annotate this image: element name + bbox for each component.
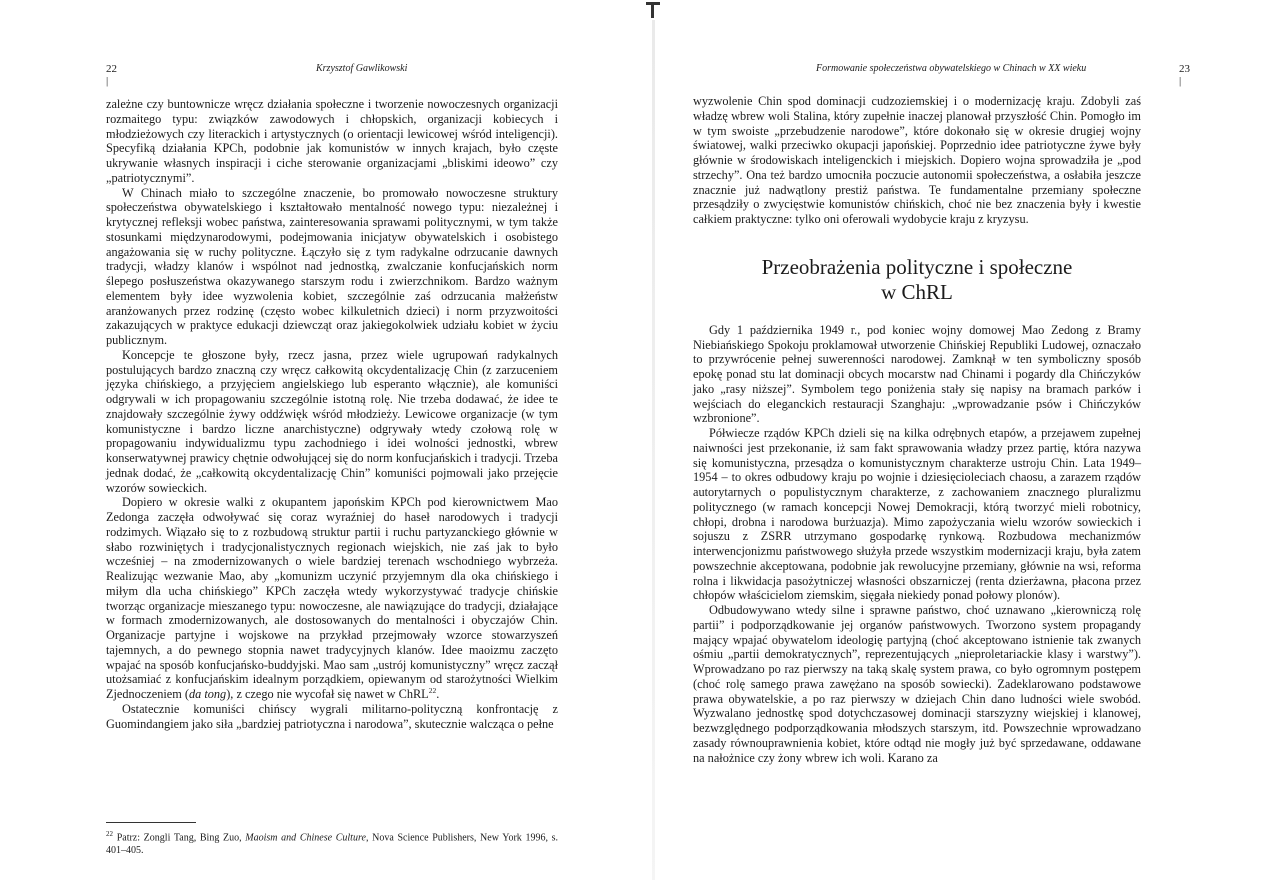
paragraph: Ostatecznie komuniści chińscy wygrali militarno-polityczną konfrontację z Guomindangiem jako siła „bardziej patriotyczna i narodowa”, skutecznie walcząca o pełne: [106, 701, 558, 731]
paragraph: Odbudowywano wtedy silne i sprawne państwo, choć uznawano „kierowniczą rolę partii” i podporządkowanie jej organów państwowych. Tworzono system propagandy mający wpajać obywatelom ideologię partyjną (choć akceptowano istnienie tak zwanych ośmiu „partii demokratycznych”, reprezentujących „nieproletariackie klasy i warstwy”). Wprowadzano po raz pierwszy na taką skalę system prawa, co było ogromnym postępem (choć rolę samego prawa zawężano na sposób sowiecki). Zadeklarowano podstawowe prawa obywatelskie, a po raz pierwszy w dziejach Chin dano ludności wiele swobód. Wyzwalano jednostkę spod dotychczasowej dominacji starszyzny wiejskiej i klanowej, bezwzględnego podporządkowania młodszych starszym, itd. Powszechnie wprowadzano zasady równouprawnienia kobiet, które odtąd nie mogły już być sprzedawane, oddawane na nałożnice czy żony wbrew ich woli. Karano za: [693, 603, 1141, 765]
footnote-text: Patrz: Zongli Tang, Bing Zuo,: [116, 832, 246, 844]
right-page-body: [693, 94, 1141, 765]
paragraph: Gdy 1 października 1949 r., pod koniec wojny domowej Mao Zedong z Bramy Niebiańskiego Spokoju proklamował utworzenie Chińskiej Republiki Ludowej, oznaczało to przywrócenie pełnej suwerenności narodowej. Zamknął w ten symboliczny sposób epokę ponad stu lat dominacji obcych mocarstw nad Chinami i pogardy dla Chińczyków jako „rasy niższej”. Symbolem tego poniżenia stały się napisy na bramach parków i wejściach do eleganckich restauracji Szanghaju: „wprowadzanie psów i Chińczyków wzbronione”.: [693, 322, 1141, 426]
italic-term: da tong: [188, 687, 227, 701]
right-page-number: 23 |: [1179, 63, 1190, 87]
footnote-book-title: Maoism and Chinese Culture: [245, 832, 366, 844]
paragraph-with-footnote: Dopiero w okresie walki z okupantem japońskim KPCh pod kierownictwem Mao Zedonga zaczęła odwoływać się coraz wyraźniej do haseł narodowych i tradycji rodzimych. Wiązało się to z rozbudową struktur partii i ruchu partyzanckiego głównie w słabo rozwiniętych i tradycjonalistycznych regionach wiejskich, nie zaś jak to było wcześniej – na zmodernizowanych o wiele bardziej terenach wschodniego wybrzeża. Realizując wezwanie Mao, aby „komunizm uczynić przyjemnym dla oka chińskiego i miłym dla ucha chińskiego” KPCh zaczęła wtedy wykorzystywać tradycje chińskie tworząc organizacje mieszanego typu: nowoczesne, ale nawiązujące do tradycji, działające w formach zmodernizowanych, ale dostosowanych do mentalności i obyczajów Chin. Organizacje partyjne i wojskowe na przykład przejmowały wzorce stowarzyszeń tajemnych, a do pewnego stopnia nawet tradycyjnych klanów. Idee maoizmu zaczęto wpajać na sposób konfucjańsko-buddyjski. Mao sam „ustrój komunistyczny” wręcz zaczął utożsamiać z konfucjańskim idealnym porządkiem, opiewanym od starożytności Wielkim Zjednoczeniem (da tong), z czego nie wycofał się nawet w ChRL$^{22}$.: [106, 495, 558, 701]
paragraph: Półwiecze rządów KPCh dzieli się na kilka odrębnych etapów, a przejawem zupełnej naiwności jest przekonanie, iż sam fakt sprawowania władzy przez partię, która nazywa się komunistyczna, przesądza o komunistycznym charakterze ustroju Chin. Lata 1949–1954 – to okres odbudowy kraju po wojnie i dziesięcioleciach chaosu, a zarazem rządów autorytarnych o populistycznym charakterze, z zachowaniem znacznego pluralizmu politycznego (w ramach koncepcji Nowej Demokracji, którą tworzyć mieli robotnicy, chłopi, drobna i narodowa burżuazja). Mimo zapożyczania wielu wzorów sowieckich i sojuszu z ZSRR utrzymano gospodarkę rynkową. Rozbudowa mechanizmów interwencjonizmu państwowego służyła przede wszystkim modernizacji kraju, była zatem powszechnie akceptowana, podobnie jak rewolucyjne przemiany, głównie na wsi, reforma rolna i likwidacja pasożytniczej własności obszarniczej (renta dzierżawna, płacona przez chłopów właścicielom ziemskim, sięgała niekiedy ponad połowy plonów).: [693, 426, 1141, 603]
left-page-number: 22 |: [106, 63, 117, 87]
paragraph: zależne czy buntownicze wręcz działania społeczne i tworzenie nowoczesnych organizacji rozmaitego typu: związków zawodowych i chłopskich, organizacji kobiecych i młodzieżowych czy literackich i artystycznych (o orientacji lewicowej wśród inteligencji). Specyfiką działania KPCh, podobnie jak komunistów w innych krajach, było częste ukrywanie własnych inspiracji i ciche sterowanie organizacjami „bliskimi ideowo” czy „patriotycznymi”.: [106, 97, 558, 185]
right-page: [631, 0, 1262, 894]
footnote: [106, 828, 558, 857]
section-heading: [693, 255, 1141, 305]
section-heading-line-1: Przeobrażenia polityczne i społeczne: [761, 254, 1073, 279]
footnote-separator: [106, 822, 196, 823]
left-page-body: [106, 97, 558, 731]
footnote-text-tail: , Nova Science Publishers, New York 1996, s. 401–405.: [106, 832, 559, 856]
paragraph-text: Dopiero w okresie walki z okupantem japońskim KPCh pod kierownictwem Mao Zedonga zaczęła odwoływać się coraz wyraźniej do haseł narodowych i tradycji rodzimych. Wiązało się to z rozbudową struktur partii i ruchu partyzanckiego głównie w słabo rozwiniętych i tradycjonalistycznych regionach wiejskich, nie zaś jak to było wcześniej – na zmodernizowanych o wiele bardziej terenach wschodniego wybrzeża. Realizując wezwanie Mao, aby „komunizm uczynić przyjemnym dla oka chińskiego i miłym dla ucha chińskiego” KPCh zaczęła wtedy wykorzystywać tradycje chińskie tworząc organizacje mieszanego typu: nowoczesne, ale nawiązujące do tradycji, działające w formach zmodernizowanych, ale dostosowanych do mentalności i obyczajów Chin. Organizacje partyjne i wojskowe na przykład przejmowały wzorce stowarzyszeń tajemnych, a do pewnego stopnia nawet tradycyjnych klanów. Idee maoizmu zaczęto wpajać na sposób konfucjańsko-buddyjski. Mao sam „ustrój komunistyczny” wręcz zaczął utożsamiać z konfucjańskim idealnym porządkiem, opiewanym od starożytności Wielkim Zjednoczeniem (: [106, 495, 558, 701]
paragraph: W Chinach miało to szczególne znaczenie, bo promowało nowoczesne struktury społeczeństwa obywatelskiego i kształtowało mentalność nowego typu: niezależnej i krytycznej refleksji wobec państwa, zainteresowania sprawami politycznymi, w tym także stosunkami międzynarodowymi, podejmowania inicjatyw obywatelskich i osobistego angażowania się w ruchy polityczne. Łączyło się z tym radykalne odrzucanie dawnych tradycji, władzy klanów i wspólnot nad jednostką, zwalczanie konfucjańskich norm ślepego posłuszeństwa okazywanego starszym rodu i zwierzchnikom. Bardzo ważnym elementem były idee wyzwolenia kobiet, szczególnie zaś odrzucania małżeństw aranżowanych przez rodzinę (często wobec kilkuletnich dzieci) i norm przyzwoitości zakazujących w praktyce edukacji dziewcząt oraz jakiegokolwiek udziału kobiet w życiu publicznym.: [106, 185, 558, 347]
paragraph: wyzwolenie Chin spod dominacji cudzoziemskiej i o modernizację kraju. Zdobyli zaś władzę wbrew woli Stalina, który zupełnie inaczej planował przyszłość Chin. Pomogło im w tym swoiste „przebudzenie narodowe”, które dokonało się w okresie drugiej wojny światowej, walki przeciwko okupacji japońskiej. Poprzednio idee patriotyczne żywe były głównie w środowiskach inteligenckich i miejskich. Dopiero wojna sprowadziła je „pod strzechy”. Ona też bardzo umocniła poczucie autonomii społeczeństwa, a osłabiła jeszcze znacznie już nadwątlony prestiż państwa. Te fundamentalne przemiany społeczne przesądziły o zwycięstwie komunistów chińskich, choć nie bez znaczenia były i kwestie całkiem praktyczne: tylko oni oferowali wydobycie kraju z kryzysu.: [693, 94, 1141, 226]
paragraph: Koncepcje te głoszone były, rzecz jasna, przez wiele ugrupowań radykalnych postulujących bardzo znaczną czy wręcz całkowitą okcydentalizację Chin (z zarzuceniem języka chińskiego, a przyjęciem angielskiego lub esperanto włącznie), ale komuniści odgrywali w ich propagowaniu szczególnie istotną rolę. Nie trzeba dodawać, że idee te znajdowały szczególnie żywy oddźwięk wśród młodzieży. Lewicowe organizacje (w tym komunistyczne i bardzo liczne anarchistyczne) odgrywały wtedy czołową rolę w propagowaniu indywidualizmu typu zachodniego i idei wolności jednostki, wbrew konserwatywnej prawicy chętnie odwołującej się do norm konfucjańskich i tradycji. Trzeba jednak dodać, że „całkowitą okcydentalizację Chin” komuniści pojmowali jako przejęcie wzorów sowieckich.: [106, 347, 558, 495]
footnote-reference[interactable]: 22: [428, 685, 437, 695]
right-running-title: Formowanie społeczeństwa obywatelskiego w Chinach w XX wieku: [816, 63, 1087, 74]
footnote-mark: 22: [106, 830, 113, 838]
paragraph-text-tail: ), z czego nie wycofał się nawet w ChRL: [226, 687, 429, 701]
left-running-title: Krzysztof Gawlikowski: [316, 63, 408, 74]
section-heading-line-2: w ChRL: [881, 279, 953, 304]
